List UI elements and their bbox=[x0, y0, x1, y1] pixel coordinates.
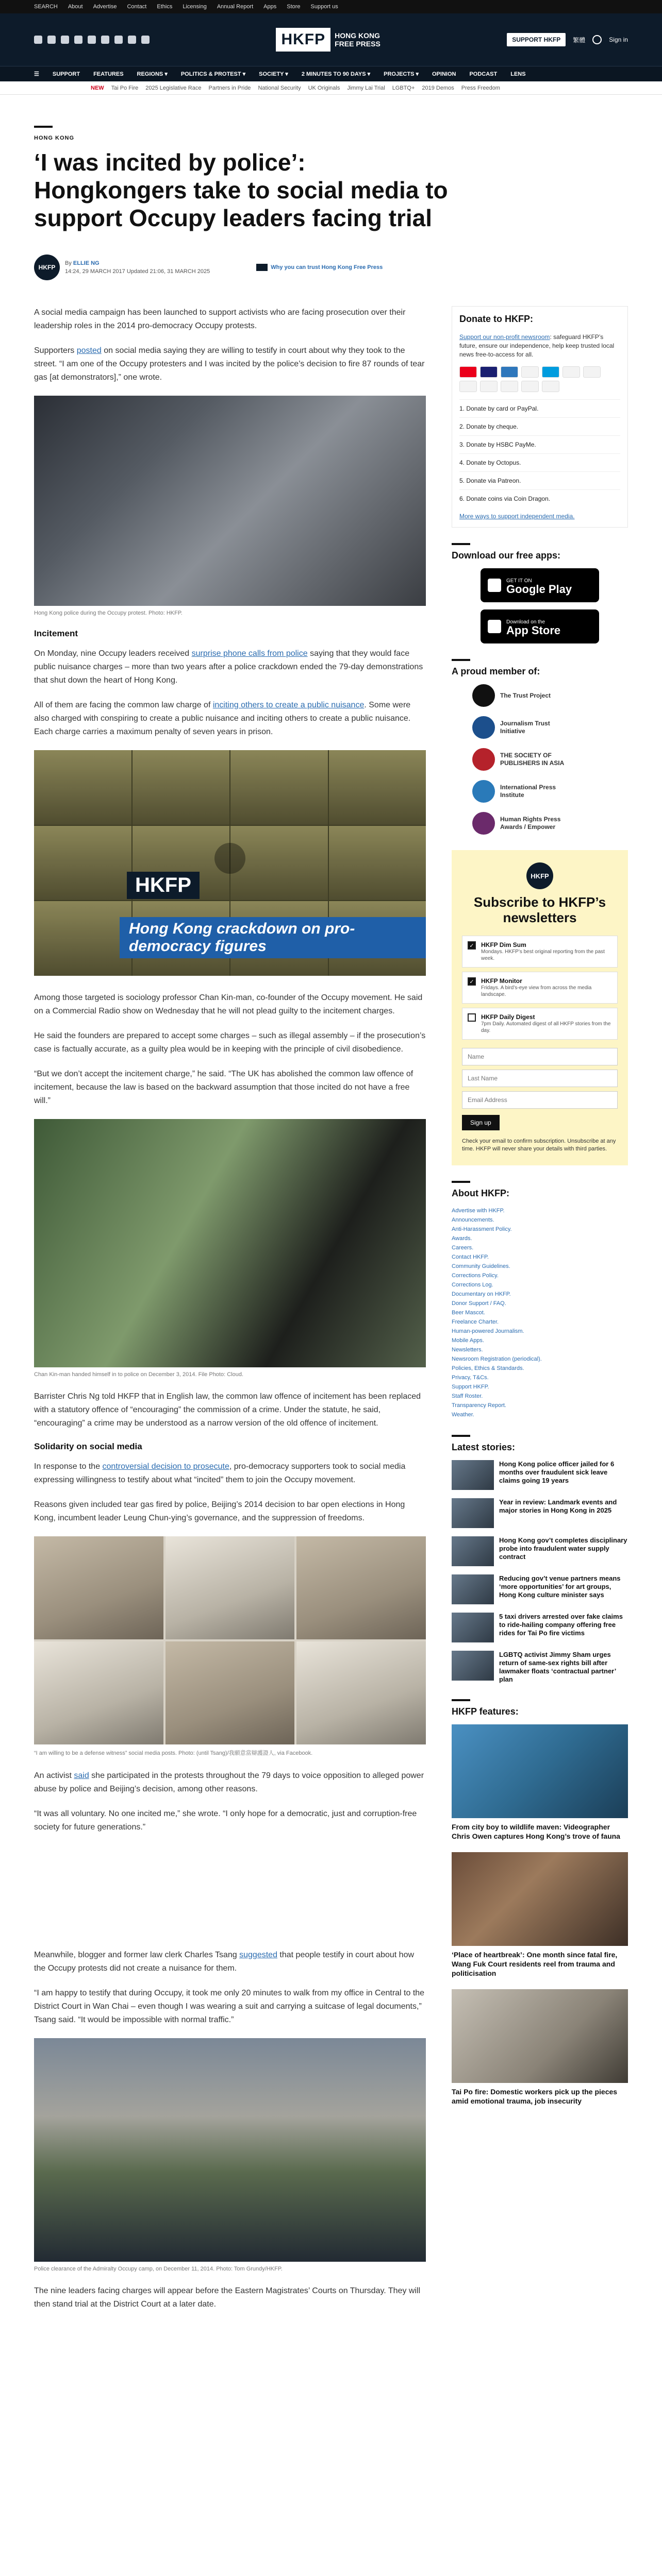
sign-in-link[interactable]: Sign in bbox=[609, 36, 628, 43]
donate-option[interactable]: 3. Donate by HSBC PayMe. bbox=[459, 435, 620, 453]
linkedin-icon[interactable] bbox=[101, 36, 109, 44]
paragraph: All of them are facing the common law charge of inciting others to create a public nuisance. Some were also charged with conspiring to create a public nuisance and inciting others to create a public nuisance. Each charge carries a maximum penalty of seven years in prison. bbox=[34, 701, 411, 736]
chan-kin-man-photo bbox=[34, 1119, 426, 1367]
features-title: HKFP features: bbox=[452, 1706, 519, 1717]
latest-story[interactable] bbox=[452, 1498, 628, 1528]
google-play-icon bbox=[488, 579, 501, 592]
story-thumbnail bbox=[452, 1536, 494, 1566]
article-title: ‘I was incited by police’: Hongkongers take to social media to support Occupy leaders facing trial bbox=[34, 149, 448, 231]
nav-support[interactable]: SUPPORT bbox=[52, 71, 80, 77]
trust-project-logo-icon bbox=[472, 684, 495, 707]
paragraph: Among those targeted is sociology professor Chan Kin-man, co-founder of the Occupy movement. He said on a Commercial Radio show on Wednesday that he will not plead guilty to the incitement charges. bbox=[34, 993, 423, 1015]
trust-link[interactable]: Why you can trust Hong Kong Free Press bbox=[256, 264, 383, 271]
author-link[interactable]: ELLIE NG bbox=[73, 260, 100, 266]
amex-icon bbox=[501, 366, 518, 378]
trending-item[interactable]: 2025 Legislative Race bbox=[145, 84, 202, 91]
new-badge: NEW bbox=[91, 84, 104, 91]
members-title: A proud member of: bbox=[452, 666, 540, 676]
story-title: Reducing gov’t venue partners means ‘more opportunities’ for art groups, Hong Kong culture minister says bbox=[499, 1574, 621, 1599]
nav-projects[interactable]: PROJECTS ▾ bbox=[384, 71, 419, 77]
newsletter-logo: HKFP bbox=[526, 862, 553, 889]
latest-title: Latest stories: bbox=[452, 1442, 516, 1452]
police-clearance-photo bbox=[34, 2038, 426, 2262]
logo-mark: HKFP bbox=[276, 28, 330, 52]
about-link[interactable]: Corrections Log. bbox=[452, 1282, 493, 1288]
about-link[interactable]: Staff Roster. bbox=[452, 1393, 483, 1399]
inline-link[interactable]: suggested bbox=[239, 1951, 277, 1959]
latest-story[interactable] bbox=[452, 1613, 628, 1642]
patreon-icon bbox=[542, 381, 559, 392]
about-link[interactable]: Corrections Policy. bbox=[452, 1273, 499, 1279]
instagram-icon[interactable] bbox=[61, 36, 69, 44]
trending-item[interactable]: National Security bbox=[258, 84, 301, 91]
figure bbox=[34, 2038, 426, 2272]
topbar-store[interactable]: Store bbox=[287, 4, 301, 10]
about-link[interactable]: Anti-Harassment Policy. bbox=[452, 1226, 512, 1232]
about-link[interactable]: Newsroom Registration (periodical). bbox=[452, 1356, 542, 1362]
latest-list bbox=[452, 1460, 628, 1684]
about-link[interactable]: Mobile Apps. bbox=[452, 1337, 484, 1344]
donate-link[interactable]: Support our non-profit newsroom bbox=[459, 333, 550, 341]
trending-item[interactable]: Jimmy Lai Trial bbox=[347, 84, 385, 91]
about-link[interactable]: Careers. bbox=[452, 1245, 474, 1251]
logo-wordmark: HONG KONG FREE PRESS bbox=[335, 31, 380, 48]
paragraph: In response to the controversial decision to prosecute, pro-democracy supporters took to social media expressing willingness to testify about what “incited” them to join the Occupy movement. bbox=[34, 1462, 406, 1484]
about-widget bbox=[452, 1181, 628, 1419]
donate-option[interactable]: 4. Donate by Octopus. bbox=[459, 453, 620, 471]
figure bbox=[34, 396, 426, 616]
story-title: Hong Kong police officer jailed for 6 months over fraudulent sick leave claims going 19 years bbox=[499, 1460, 615, 1484]
site-header bbox=[0, 13, 662, 66]
kicker-rule bbox=[34, 126, 53, 128]
user-icon[interactable] bbox=[592, 35, 602, 44]
paragraph: Meanwhile, blogger and former law clerk Charles Tsang suggested that people testify in court about how the Occupy protests did not create a nuisance for them. bbox=[34, 1951, 415, 1973]
checkbox[interactable]: ✓ bbox=[468, 977, 476, 986]
feature-card[interactable]: From city boy to wildlife maven: Videographer Chris Owen captures Hong Kong’s trove of fauna bbox=[452, 1724, 628, 1841]
nav-opinion[interactable]: OPINION bbox=[432, 71, 456, 77]
video-embed[interactable] bbox=[34, 750, 426, 976]
mastercard-icon bbox=[459, 366, 477, 378]
about-link[interactable]: Policies, Ethics & Standards. bbox=[452, 1365, 524, 1371]
story-thumbnail bbox=[452, 1574, 494, 1604]
feature-card[interactable]: ‘Place of heartbreak’: One month since fatal fire, Wang Fuk Court residents reel from trauma and politicisation bbox=[452, 1852, 628, 1978]
topbar-about[interactable]: About bbox=[68, 4, 83, 10]
google-play-button[interactable]: GET IT ON Google Play bbox=[481, 568, 599, 602]
story-thumbnail bbox=[452, 1651, 494, 1681]
member-sopa[interactable]: THE SOCIETY OF PUBLISHERS IN ASIA bbox=[472, 748, 628, 771]
byline-info: By ELLIE NG 14:24, 29 MARCH 2017 Updated 21:06, 31 MARCH 2025 bbox=[65, 260, 210, 275]
sidebar bbox=[452, 306, 628, 2323]
newsletter-title: Subscribe to HKFP’s newsletters bbox=[473, 894, 606, 925]
feature-image bbox=[452, 1989, 628, 2083]
inline-link[interactable]: surprise phone calls from police bbox=[191, 649, 308, 658]
about-title: About HKFP: bbox=[452, 1188, 509, 1198]
telegram-icon[interactable] bbox=[114, 36, 123, 44]
name-field[interactable] bbox=[462, 1048, 618, 1065]
latest-story[interactable] bbox=[452, 1651, 628, 1684]
donate-option[interactable]: 6. Donate coins via Coin Dragon. bbox=[459, 489, 620, 507]
nav-politics[interactable]: POLITICS & PROTEST ▾ bbox=[180, 71, 246, 77]
caption: Police clearance of the Admiralty Occupy camp, on December 11, 2014. Photo: Tom Grundy/HKFP. bbox=[34, 2266, 283, 2272]
paypal-icon bbox=[542, 366, 559, 378]
paragraph: Supporters posted on social media saying they are willing to testify in court about why they took to the street. “I am one of the Occupy protesters and I was incited by the police’s decision to fire 87 rounds of tear gas [at demonstrators],” one wrote. bbox=[34, 346, 425, 382]
video-logo: HKFP bbox=[127, 872, 200, 899]
member-trust-project[interactable]: The Trust Project bbox=[472, 684, 628, 707]
donate-option[interactable]: 5. Donate via Patreon. bbox=[459, 471, 620, 489]
trending-item[interactable]: Partners in Pride bbox=[208, 84, 251, 91]
ipi-logo-icon bbox=[472, 780, 495, 803]
member-ipi[interactable]: International Press Institute bbox=[472, 780, 628, 803]
about-link[interactable]: Weather. bbox=[452, 1412, 474, 1418]
story-thumbnail bbox=[452, 1613, 494, 1642]
police-photo bbox=[34, 396, 426, 606]
paragraph: Reasons given included tear gas fired by police, Beijing’s 2014 decision to bar open elections in Hong Kong, incumbent leader Leung Chun-ying’s governance, and the suppression of freedoms. bbox=[34, 1500, 405, 1522]
more-ways-link[interactable]: More ways to support independent media. bbox=[459, 513, 575, 520]
social-links bbox=[34, 36, 150, 44]
trending-item[interactable]: LGBTQ+ bbox=[392, 84, 415, 91]
caption: Hong Kong police during the Occupy protest. Photo: HKFP. bbox=[34, 610, 183, 616]
hrpa-logo-icon bbox=[472, 812, 495, 835]
apps-title: Download our free apps: bbox=[452, 550, 561, 561]
ad-space bbox=[34, 1845, 426, 1948]
paragraph: “I am happy to testify that during Occupy, it took me only 20 minutes to walk from my office in Central to the District Court in Wan Chai – even though I was wearing a suit and carrying a suitcase of legal documents,” Tsang said. “It would be impossible with normal traffic.” bbox=[34, 1989, 425, 2024]
sopa-logo-icon bbox=[472, 748, 495, 771]
about-link[interactable]: Awards. bbox=[452, 1235, 472, 1242]
topbar-contact[interactable]: Contact bbox=[127, 4, 147, 10]
about-links bbox=[452, 1206, 628, 1419]
video-title: Hong Kong crackdown on pro-democracy figures bbox=[120, 917, 426, 958]
donate-options bbox=[459, 399, 620, 507]
paragraph: Barrister Chris Ng told HKFP that in English law, the common law offence of incitement has been replaced with a statutory offence of “encouraging” the commission of a crime. Under the statute, he said, “encouraging” a crime may be understood as a narrow version of the old offence of incitement. bbox=[34, 1392, 421, 1428]
story-thumbnail bbox=[452, 1498, 494, 1528]
subheading: Incitement bbox=[34, 629, 78, 638]
article-body bbox=[34, 306, 426, 2323]
about-link[interactable]: Contact HKFP. bbox=[452, 1254, 489, 1260]
nav-podcast[interactable]: PODCAST bbox=[469, 71, 498, 77]
topbar-apps[interactable]: Apps bbox=[263, 4, 277, 10]
play-icon[interactable] bbox=[214, 843, 245, 874]
donate-option[interactable]: 1. Donate by card or PayPal. bbox=[459, 399, 620, 417]
inline-link[interactable]: controversial decision to prosecute bbox=[102, 1462, 229, 1471]
newsletter-option-monitor[interactable]: ✓ HKFP Monitor Fridays. A bird’s-eye view from across the media landscape. bbox=[462, 972, 618, 1004]
trust-icon bbox=[256, 264, 268, 271]
octopus-icon bbox=[583, 366, 601, 378]
about-link[interactable]: Announcements. bbox=[452, 1217, 494, 1223]
caption: “I am willing to be a defense witness” social media posts. Photo: (until Tsang)/我願意當辯護證人, via Facebook. bbox=[34, 1750, 313, 1756]
visa-icon bbox=[480, 366, 498, 378]
nav-2-minutes[interactable]: 2 MINUTES TO 90 DAYS ▾ bbox=[301, 71, 371, 77]
unionpay-icon bbox=[521, 366, 539, 378]
checkbox[interactable]: ✓ bbox=[468, 941, 476, 950]
latest-widget bbox=[452, 1435, 628, 1684]
story-title: 5 taxi drivers arrested over fake claims to ride-hailing company offering free rides for Tai Po fire victims bbox=[499, 1613, 623, 1637]
paragraph: A social media campaign has been launched to support activists who are facing prosecution over their leadership roles in the 2014 pro-democracy Occupy protests. bbox=[34, 308, 406, 330]
paragraph: He said the founders are prepared to accept some charges – such as illegal assembly – if the prosecution’s case is factually accurate, as a guilty plea would be in keeping with the principle of civil disobedience. bbox=[34, 1031, 426, 1054]
author-avatar[interactable]: HKFP bbox=[34, 255, 60, 280]
newsletter-fineprint: Check your email to confirm subscription. Unsubscribe at any time. HKFP will never share your details with third parties. bbox=[462, 1138, 616, 1152]
donate-text: Support our non-profit newsroom: safeguard HKFP’s future, ensure our independence, help keep trusted local news free-to-access for all. bbox=[459, 333, 615, 358]
social-media-posts-collage bbox=[34, 1536, 426, 1744]
rss-icon[interactable] bbox=[141, 36, 150, 44]
latest-story[interactable] bbox=[452, 1574, 628, 1604]
main-nav bbox=[0, 66, 662, 81]
cheque-icon bbox=[521, 381, 539, 392]
newsletter-option-dim-sum[interactable]: ✓ HKFP Dim Sum Mondays. HKFP’s best original reporting from the past week. bbox=[462, 936, 618, 968]
nav-regions[interactable]: REGIONS ▾ bbox=[137, 71, 168, 77]
member-hrpa[interactable]: Human Rights Press Awards / Empower bbox=[472, 812, 628, 835]
topbar-advertise[interactable]: Advertise bbox=[93, 4, 117, 10]
inline-link[interactable]: posted bbox=[76, 346, 102, 355]
header-actions bbox=[507, 33, 628, 46]
about-link[interactable]: Support HKFP. bbox=[452, 1384, 489, 1390]
about-link[interactable]: Transparency Report. bbox=[452, 1402, 506, 1409]
article-dates: 14:24, 29 MARCH 2017 Updated 21:06, 31 MARCH 2025 bbox=[65, 268, 210, 275]
topbar-ethics[interactable]: Ethics bbox=[157, 4, 173, 10]
latest-story[interactable] bbox=[452, 1460, 628, 1490]
about-link[interactable]: Beer Mascot. bbox=[452, 1310, 485, 1316]
sign-up-button[interactable]: Sign up bbox=[462, 1115, 500, 1130]
hamburger-icon[interactable]: ☰ bbox=[34, 71, 39, 77]
figure bbox=[34, 1119, 426, 1378]
story-title: Year in review: Landmark events and major stories in Hong Kong in 2025 bbox=[499, 1498, 617, 1514]
alipay-icon bbox=[480, 381, 498, 392]
last-name-field[interactable] bbox=[462, 1070, 618, 1087]
language-switch[interactable]: 繁體 bbox=[573, 36, 586, 44]
about-link[interactable]: Freelance Charter. bbox=[452, 1319, 499, 1325]
about-link[interactable]: Advertise with HKFP. bbox=[452, 1208, 505, 1214]
newsletter-option-daily-digest[interactable]: HKFP Daily Digest 7pm Daily. Automated digest of all HKFP stories from the day. bbox=[462, 1008, 618, 1040]
member-jti[interactable]: Journalism Trust Initiative bbox=[472, 716, 628, 739]
apps-widget bbox=[452, 543, 628, 643]
story-thumbnail bbox=[452, 1460, 494, 1490]
content-columns bbox=[34, 306, 628, 2323]
site-logo[interactable] bbox=[276, 28, 380, 52]
about-link[interactable]: Human-powered Journalism. bbox=[452, 1328, 524, 1334]
feature-card[interactable]: Tai Po fire: Domestic workers pick up the pieces amid emotional trauma, job insecurity bbox=[452, 1989, 628, 2106]
donate-widget bbox=[452, 306, 628, 528]
topbar-search[interactable]: SEARCH bbox=[34, 4, 58, 10]
feature-image bbox=[452, 1724, 628, 1818]
fps-icon bbox=[459, 381, 477, 392]
donate-title: Donate to HKFP: bbox=[459, 314, 533, 324]
feature-image bbox=[452, 1852, 628, 1946]
subheading: Solidarity on social media bbox=[34, 1442, 142, 1451]
inline-link[interactable]: inciting others to create a public nuisance bbox=[212, 701, 365, 709]
threads-icon[interactable] bbox=[74, 36, 82, 44]
about-link[interactable]: Newsletters. bbox=[452, 1347, 483, 1353]
caption: Chan Kin-man handed himself in to police on December 3, 2014. File Photo: Cloud. bbox=[34, 1371, 244, 1378]
wechat-icon bbox=[501, 381, 518, 392]
jti-logo-icon bbox=[472, 716, 495, 739]
trending-item[interactable]: Tai Po Fire bbox=[111, 84, 139, 91]
payme-icon bbox=[562, 366, 580, 378]
email-field[interactable] bbox=[462, 1091, 618, 1109]
paragraph: “It was all voluntary. No one incited me,” she wrote. “I only hope for a democratic, just and corruption-free society for future generations.” bbox=[34, 1809, 417, 1832]
nav-lens[interactable]: LENS bbox=[510, 71, 526, 77]
youtube-icon[interactable] bbox=[88, 36, 96, 44]
facebook-icon[interactable] bbox=[34, 36, 42, 44]
paragraph: On Monday, nine Occupy leaders received surprise phone calls from police saying that they would face public nuisance charges – more than two years after a police crackdown ended the 79-day demonstrations that shut down the heart of Hong Kong. bbox=[34, 649, 423, 685]
features-widget bbox=[452, 1699, 628, 2106]
latest-story[interactable] bbox=[452, 1536, 628, 1566]
figure bbox=[34, 1536, 426, 1757]
byline bbox=[34, 255, 457, 280]
page-container bbox=[34, 95, 628, 2323]
topbar-licensing[interactable]: Licensing bbox=[183, 4, 207, 10]
support-hkfp-button[interactable]: SUPPORT HKFP bbox=[507, 33, 566, 46]
trending-item[interactable]: UK Originals bbox=[308, 84, 340, 91]
trending-item[interactable]: 2019 Demos bbox=[422, 84, 454, 91]
inline-link[interactable]: said bbox=[74, 1771, 89, 1780]
about-link[interactable]: Documentary on HKFP. bbox=[452, 1291, 511, 1297]
story-title: LGBTQ activist Jimmy Sham urges return of same-sex rights bill after lawmaker floats ‘contractual partner’ plan bbox=[499, 1651, 616, 1683]
utility-bar bbox=[0, 0, 662, 13]
checkbox[interactable] bbox=[468, 1013, 476, 1022]
about-link[interactable]: Privacy, T&Cs. bbox=[452, 1375, 489, 1381]
trending-item[interactable]: Press Freedom bbox=[461, 84, 500, 91]
topbar-support[interactable]: Support us bbox=[310, 4, 338, 10]
paragraph: An activist said she participated in the protests throughout the 79 days to voice opposition to alleged power abuse by police and Beijing’s decision, among other reasons. bbox=[34, 1771, 424, 1793]
about-link[interactable]: Donor Support / FAQ. bbox=[452, 1300, 506, 1307]
topbar-annual-report[interactable]: Annual Report bbox=[217, 4, 254, 10]
about-link[interactable]: Community Guidelines. bbox=[452, 1263, 510, 1269]
paragraph: The nine leaders facing charges will appear before the Eastern Magistrates’ Courts on Thursday. They will then stand trial at the District Court at a later date. bbox=[34, 2286, 421, 2309]
paragraph: “But we don’t accept the incitement charge,” he said. “The UK has abolished the common law offence of incitement, because the law is based on the backward assumption that those incited do not have a free will.” bbox=[34, 1070, 413, 1105]
story-title: Hong Kong gov’t completes disciplinary probe into fraudulent water supply contract bbox=[499, 1536, 627, 1561]
nav-features[interactable]: FEATURES bbox=[93, 71, 124, 77]
newsletter-widget bbox=[452, 850, 628, 1165]
bluesky-icon[interactable] bbox=[128, 36, 136, 44]
section-kicker[interactable]: HONG KONG bbox=[34, 135, 75, 141]
x-icon[interactable] bbox=[47, 36, 56, 44]
members-widget bbox=[452, 659, 628, 835]
app-store-button[interactable]: Download on the App Store bbox=[481, 609, 599, 643]
payment-icons bbox=[459, 366, 620, 392]
apple-icon bbox=[488, 620, 501, 633]
trending-bar bbox=[0, 81, 662, 95]
nav-society[interactable]: SOCIETY ▾ bbox=[259, 71, 288, 77]
donate-option[interactable]: 2. Donate by cheque. bbox=[459, 417, 620, 435]
